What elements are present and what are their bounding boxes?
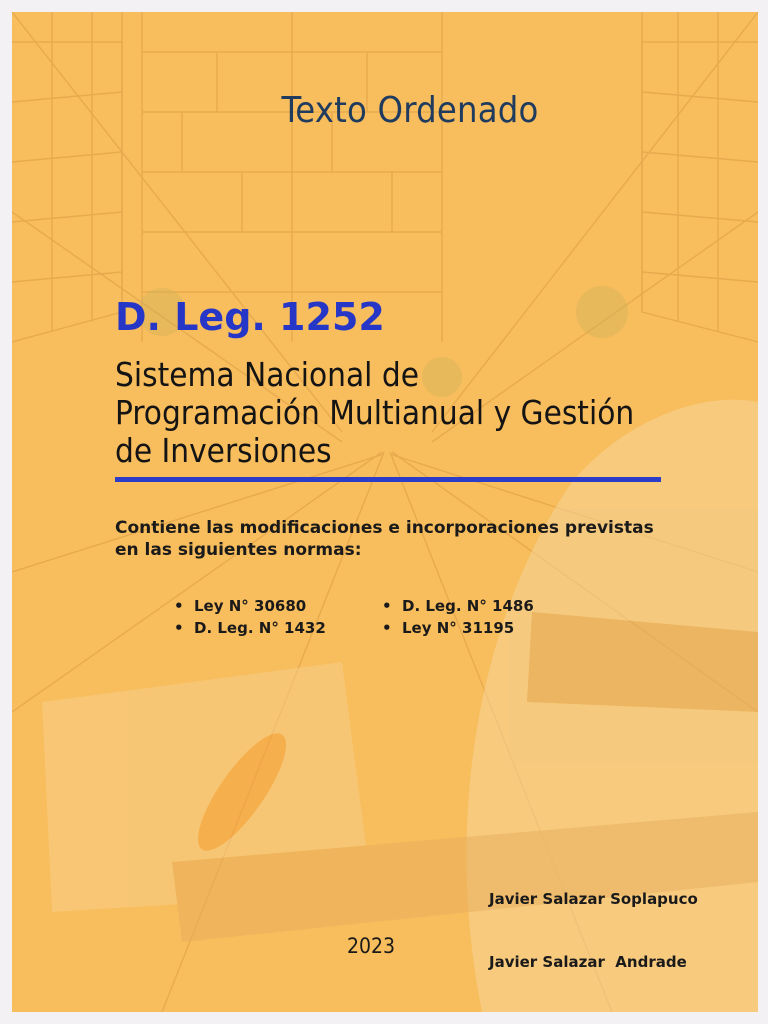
title-underline [115, 477, 661, 482]
main-title-line: de Inversiones [115, 431, 332, 470]
main-title [115, 356, 675, 470]
norm-label: Ley N° 31195 [402, 619, 515, 637]
norm-item [382, 617, 534, 639]
norms-list-left [174, 595, 326, 639]
bullet-icon: • [382, 619, 392, 637]
norm-label: Ley N° 30680 [194, 597, 307, 615]
norm-item [174, 595, 326, 617]
document-type-heading: Texto Ordenado [281, 90, 539, 131]
author-name: Javier Salazar Andrade [489, 953, 687, 971]
intro-text: Contiene las modificaciones e incorporaciones previstas en las siguientes normas: [115, 518, 654, 560]
norm-label: D. Leg. N° 1432 [194, 619, 326, 637]
cover-page [12, 12, 758, 1012]
authors-block [489, 847, 698, 1012]
legislative-decree-code: D. Leg. 1252 [115, 295, 385, 339]
main-title-line: Sistema Nacional de [115, 355, 419, 394]
norm-item [174, 617, 326, 639]
norm-label: D. Leg. N° 1486 [402, 597, 534, 615]
bullet-icon: • [382, 597, 392, 615]
norms-list-right [382, 595, 534, 639]
main-title-line: Programación Multianual y Gestión [115, 393, 635, 432]
bullet-icon: • [174, 597, 184, 615]
norm-item [382, 595, 534, 617]
cover-content [12, 12, 758, 1012]
bullet-icon: • [174, 619, 184, 637]
publication-year: 2023 [346, 934, 396, 958]
author-name: Javier Salazar Soplapuco [489, 890, 698, 908]
